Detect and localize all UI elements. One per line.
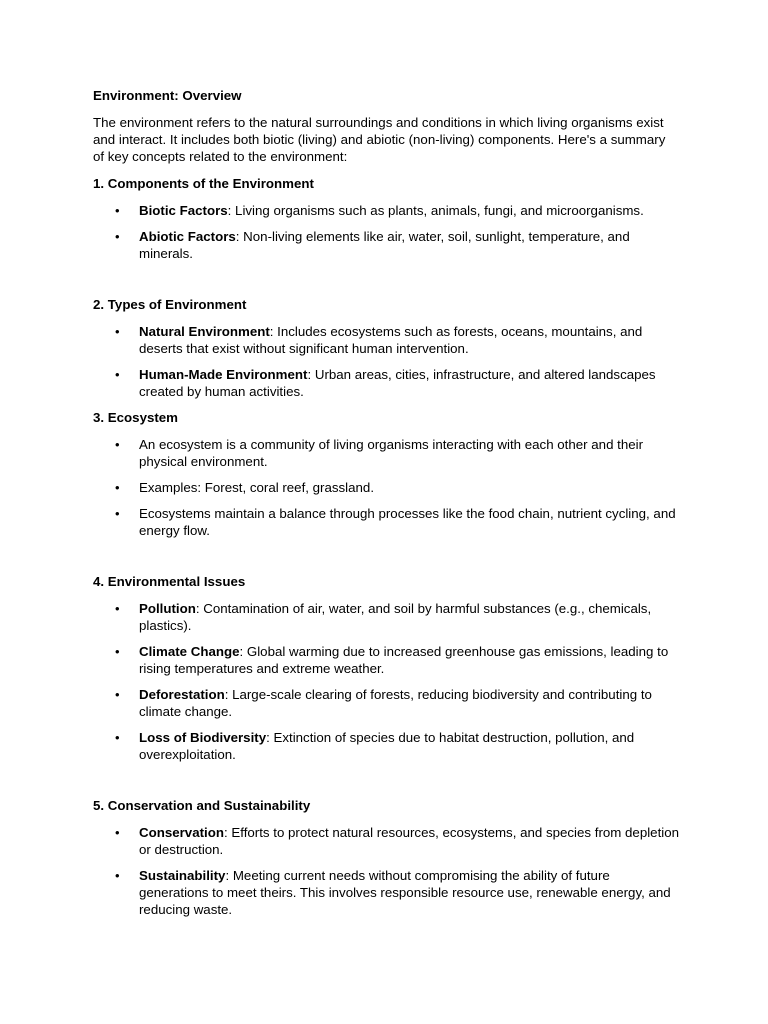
list-item bbox=[93, 643, 680, 677]
document-title: Environment: Overview bbox=[93, 88, 242, 103]
bullet-icon: • bbox=[115, 437, 120, 452]
bullet-list-issues bbox=[93, 600, 680, 763]
term-label: Biotic Factors bbox=[139, 203, 228, 218]
bullet-icon: • bbox=[115, 825, 120, 840]
item-text: : Contamination of air, water, and soil by harmful substances (e.g., chemicals, plastics). bbox=[139, 601, 652, 633]
item-text: : Efforts to protect natural resources, ecosystems, and species from depletion or destruction. bbox=[139, 825, 680, 857]
bullet-list-conservation bbox=[93, 824, 680, 918]
section-heading-conservation: 5. Conservation and Sustainability bbox=[93, 798, 311, 813]
term-label: Conservation bbox=[139, 825, 224, 840]
list-item bbox=[93, 686, 680, 720]
item-text: An ecosystem is a community of living organisms interacting with each other and their physical environment. bbox=[139, 437, 644, 469]
item-text: : Large-scale clearing of forests, reducing biodiversity and contributing to climate change. bbox=[139, 687, 652, 719]
bullet-list-ecosystem bbox=[93, 436, 680, 539]
bullet-icon: • bbox=[115, 480, 120, 495]
list-item bbox=[93, 479, 680, 496]
list-item bbox=[93, 600, 680, 634]
list-item bbox=[93, 729, 680, 763]
section-heading-types: 2. Types of Environment bbox=[93, 297, 247, 312]
section-heading-issues: 4. Environmental Issues bbox=[93, 574, 246, 589]
intro-paragraph: The environment refers to the natural surroundings and conditions in which living organisms exist and interact. It includes both biotic (living) and abiotic (non-living) components. Here's a summary of key concepts related to the environment: bbox=[93, 115, 666, 164]
term-label: Loss of Biodiversity bbox=[139, 730, 267, 745]
bullet-icon: • bbox=[115, 367, 120, 382]
list-item bbox=[93, 202, 680, 219]
bullet-icon: • bbox=[115, 324, 120, 339]
item-text: : Extinction of species due to habitat destruction, pollution, and overexploitation. bbox=[139, 730, 635, 762]
bullet-icon: • bbox=[115, 506, 120, 521]
item-text: Ecosystems maintain a balance through processes like the food chain, nutrient cycling, and energy flow. bbox=[139, 506, 676, 538]
item-text: : Living organisms such as plants, animals, fungi, and microorganisms. bbox=[227, 203, 644, 218]
term-label: Natural Environment bbox=[139, 324, 270, 339]
list-item bbox=[93, 824, 680, 858]
bullet-list-types bbox=[93, 323, 680, 400]
list-item bbox=[93, 436, 680, 470]
bullet-icon: • bbox=[115, 868, 120, 883]
bullet-icon: • bbox=[115, 203, 120, 218]
list-item bbox=[93, 867, 680, 918]
term-label: Human-Made Environment bbox=[139, 367, 308, 382]
term-label: Abiotic Factors bbox=[139, 229, 236, 244]
item-text: Examples: Forest, coral reef, grassland. bbox=[139, 480, 375, 495]
item-text: : Meeting current needs without compromising the ability of future generations to meet theirs. This involves responsible resource use, renewable energy, and reducing waste. bbox=[139, 868, 671, 917]
bullet-list-components bbox=[93, 202, 680, 262]
list-item bbox=[93, 228, 680, 262]
list-item bbox=[93, 505, 680, 539]
term-label: Deforestation bbox=[139, 687, 225, 702]
term-label: Sustainability bbox=[139, 868, 226, 883]
bullet-icon: • bbox=[115, 730, 120, 745]
bullet-icon: • bbox=[115, 229, 120, 244]
section-heading-components: 1. Components of the Environment bbox=[93, 176, 314, 191]
section-heading-ecosystem: 3. Ecosystem bbox=[93, 410, 179, 425]
term-label: Pollution bbox=[139, 601, 196, 616]
list-item bbox=[93, 366, 680, 400]
bullet-icon: • bbox=[115, 601, 120, 616]
item-text: : Includes ecosystems such as forests, oceans, mountains, and deserts that exist without significant human intervention. bbox=[139, 324, 643, 356]
bullet-icon: • bbox=[115, 687, 120, 702]
term-label: Climate Change bbox=[139, 644, 240, 659]
bullet-icon: • bbox=[115, 644, 120, 659]
item-text: : Non-living elements like air, water, soil, sunlight, temperature, and minerals. bbox=[139, 229, 630, 261]
list-item bbox=[93, 323, 680, 357]
item-text: : Global warming due to increased greenhouse gas emissions, leading to rising temperatures and extreme weather. bbox=[139, 644, 669, 676]
item-text: : Urban areas, cities, infrastructure, and altered landscapes created by human activities. bbox=[139, 367, 656, 399]
